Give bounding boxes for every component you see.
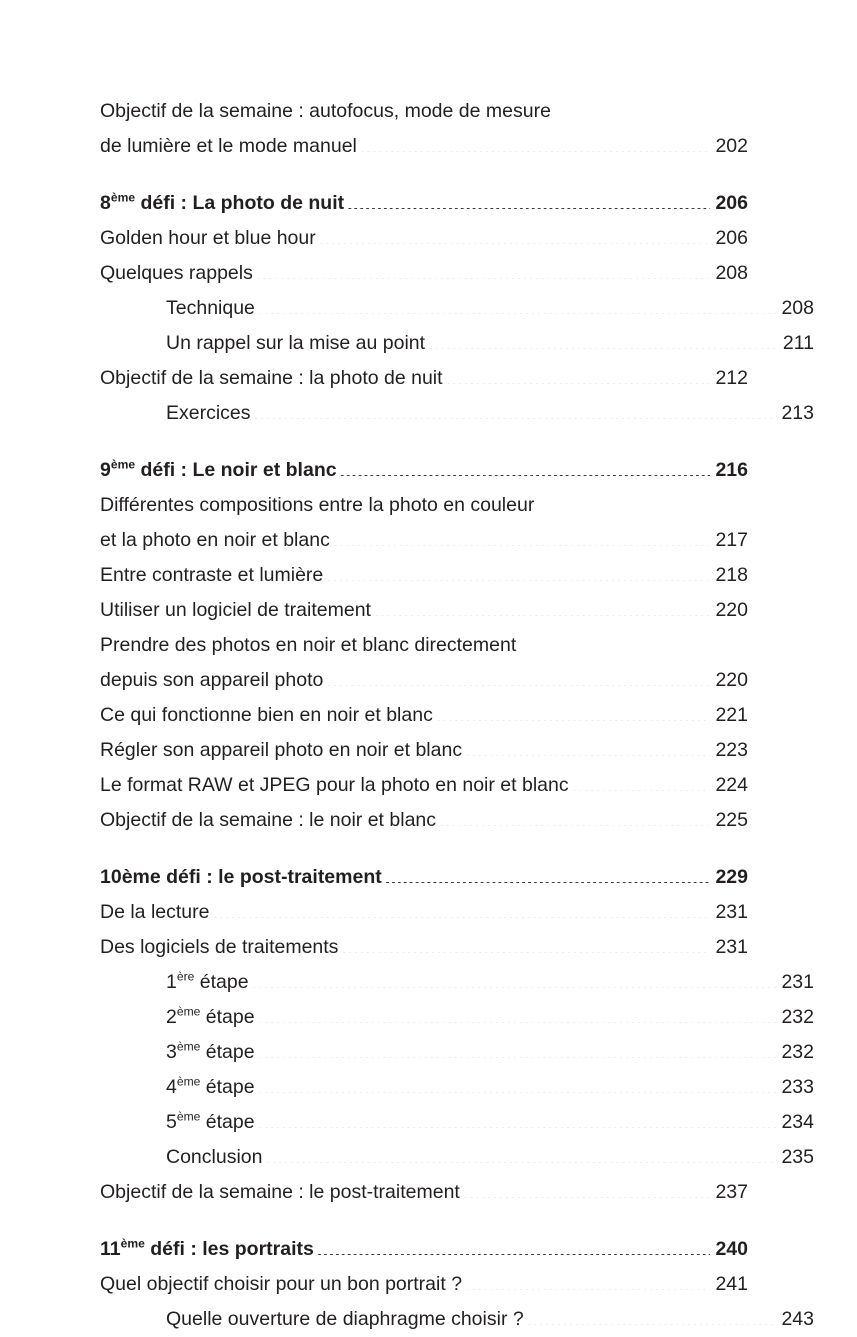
toc-entry[interactable]: [100, 698, 748, 733]
toc-entry[interactable]: [100, 186, 748, 221]
toc-entry-label: Golden hour et blue hour: [100, 227, 316, 249]
dot-leader: [258, 1039, 777, 1059]
toc-entry-page-number: 243: [781, 1308, 814, 1330]
toc-entry-label: Technique: [166, 297, 255, 319]
dot-leader: [258, 1109, 777, 1129]
toc-entry-number: 11: [100, 1238, 121, 1260]
toc-entry[interactable]: [100, 1070, 814, 1105]
dot-leader: [258, 1074, 777, 1094]
toc-section: [100, 186, 814, 431]
dot-leader: [254, 400, 777, 420]
dot-leader: [360, 133, 711, 153]
toc-entry-ordinal-suffix: ère: [176, 969, 195, 984]
toc-entry[interactable]: [100, 1105, 814, 1140]
dot-leader: [212, 899, 710, 919]
toc-entry-label: 10ème défi : le post-traitement: [100, 866, 382, 888]
toc-entry-ordinal-suffix: ème: [120, 1236, 145, 1251]
toc-entry-page-number: 232: [781, 1006, 814, 1028]
toc-entry-label: Conclusion: [166, 1146, 263, 1168]
toc-entry-ordinal-suffix: ème: [176, 1039, 201, 1054]
dot-leader: [572, 772, 711, 792]
toc-entry[interactable]: [100, 1232, 748, 1267]
toc-entry-page-number: 217: [715, 529, 748, 551]
toc-entry-label: de lumière et le mode manuel: [100, 135, 357, 157]
toc-entry-label: Exercices: [166, 402, 251, 424]
toc-entry-page-number: 233: [781, 1076, 814, 1098]
toc-entry[interactable]: [100, 803, 748, 838]
toc-section: [100, 94, 748, 164]
toc-entry-page-number: 208: [715, 262, 748, 284]
toc-entry-label: [166, 1070, 257, 1105]
toc-entry-page-number: 212: [715, 367, 748, 389]
toc-entry[interactable]: [100, 1140, 814, 1175]
toc-entry-wrapped-line: Différentes compositions entre la photo en couleur: [100, 494, 535, 516]
toc-entry[interactable]: [100, 1302, 814, 1337]
toc-entry[interactable]: [100, 1267, 748, 1302]
toc-entry[interactable]: [100, 593, 748, 628]
toc-entry[interactable]: [100, 1000, 814, 1035]
toc-entry[interactable]: [100, 558, 748, 593]
toc-entry-page-number: 241: [715, 1273, 748, 1295]
dot-leader: [436, 702, 711, 722]
toc-entry-page-number: 208: [781, 297, 814, 319]
dot-leader: [326, 667, 710, 687]
toc-entry-title: étape: [200, 1076, 255, 1098]
toc-entry[interactable]: [100, 453, 748, 488]
toc-entry-page-number: 220: [715, 669, 748, 691]
toc-entry-page-number: 223: [715, 739, 748, 761]
dot-leader: [463, 1179, 711, 1199]
toc-entry-page-number: 216: [715, 459, 748, 481]
toc-entry-label: Régler son appareil photo en noir et blanc: [100, 739, 463, 761]
toc-entry[interactable]: [100, 860, 748, 895]
toc-entry[interactable]: [100, 663, 748, 698]
toc-entry-ordinal-suffix: ème: [110, 190, 136, 205]
toc-entry-title: défi : les portraits: [144, 1238, 314, 1260]
toc-entry[interactable]: [100, 291, 814, 326]
toc-section: [100, 453, 748, 838]
toc-entry-label: [100, 186, 346, 221]
toc-entry[interactable]: [100, 523, 748, 558]
toc-entry[interactable]: [100, 768, 748, 803]
toc-entry-label: Un rappel sur la mise au point: [166, 332, 426, 354]
dot-leader: [258, 295, 777, 315]
toc-entry-ordinal-suffix: ème: [176, 1109, 201, 1124]
toc-entry-page-number: 232: [781, 1041, 814, 1063]
toc-entry-label: Quel objectif choisir pour un bon portrait ?: [100, 1273, 463, 1295]
toc-entry-label: [166, 1000, 257, 1035]
dot-leader: [374, 597, 711, 617]
toc-entry[interactable]: [100, 396, 814, 431]
toc-entry-page-number: 237: [715, 1181, 748, 1203]
dot-leader: [347, 190, 710, 210]
toc-entry[interactable]: [100, 221, 748, 256]
toc-entry-page-number: 231: [715, 936, 748, 958]
toc-entry[interactable]: [100, 1035, 814, 1070]
toc-entry-label: [166, 1035, 257, 1070]
toc-entry-label: depuis son appareil photo: [100, 669, 324, 691]
toc-entry[interactable]: [100, 129, 748, 164]
toc-entry-page-number: 235: [781, 1146, 814, 1168]
toc-entry-label: [100, 453, 339, 488]
toc-entry-label: Quelques rappels: [100, 262, 253, 284]
toc-entry[interactable]: [100, 895, 748, 930]
table-of-contents: [100, 94, 814, 1337]
toc-entry-label: Entre contraste et lumière: [100, 564, 324, 586]
toc-entry-wrapped-line: Objectif de la semaine : autofocus, mode de mesure: [100, 100, 551, 122]
toc-entry-number: 4: [166, 1076, 177, 1098]
dot-leader: [340, 457, 711, 477]
toc-entry-label: Utiliser un logiciel de traitement: [100, 599, 371, 621]
toc-entry-wrapped-line: Prendre des photos en noir et blanc directement: [100, 634, 517, 656]
toc-entry-page-number: 220: [715, 599, 748, 621]
toc-entry-title: étape: [200, 1111, 255, 1133]
toc-entry-label: Objectif de la semaine : la photo de nuit: [100, 367, 443, 389]
toc-entry-label: et la photo en noir et blanc: [100, 529, 330, 551]
dot-leader: [465, 1271, 710, 1291]
dot-leader: [465, 737, 710, 757]
toc-entry-number: 9: [100, 459, 111, 481]
toc-entry-number: 2: [166, 1006, 177, 1028]
toc-entry-page-number: 202: [715, 135, 748, 157]
toc-entry-page-number: 234: [781, 1111, 814, 1133]
dot-leader: [428, 330, 778, 350]
toc-entry-ordinal-suffix: ème: [176, 1074, 201, 1089]
toc-entry-label: [100, 1232, 316, 1267]
toc-entry-label: Objectif de la semaine : le noir et blanc: [100, 809, 437, 831]
dot-leader: [317, 1236, 711, 1256]
toc-entry-label: Quelle ouverture de diaphragme choisir ?: [166, 1308, 524, 1330]
toc-entry-page-number: 221: [715, 704, 748, 726]
dot-leader: [527, 1306, 777, 1326]
toc-entry-label: Le format RAW et JPEG pour la photo en noir et blanc: [100, 774, 569, 796]
dot-leader: [439, 807, 710, 827]
toc-entry-label: Ce qui fonctionne bien en noir et blanc: [100, 704, 433, 726]
dot-leader: [326, 562, 710, 582]
toc-entry-label: [166, 1105, 257, 1140]
toc-entry[interactable]: [100, 930, 748, 965]
dot-leader: [446, 365, 711, 385]
dot-leader: [319, 225, 711, 245]
toc-entry-number: 3: [166, 1041, 177, 1063]
toc-entry-title: étape: [200, 1041, 255, 1063]
toc-entry-ordinal-suffix: ème: [176, 1004, 201, 1019]
dot-leader: [333, 527, 711, 547]
toc-entry-page-number: 240: [715, 1238, 748, 1260]
dot-leader: [258, 1004, 777, 1024]
toc-entry-label: De la lecture: [100, 901, 210, 923]
dot-leader: [385, 864, 711, 884]
toc-entry-label: Objectif de la semaine : le post-traitement: [100, 1181, 460, 1203]
toc-entry-page-number: 231: [715, 901, 748, 923]
toc-entry-page-number: 218: [715, 564, 748, 586]
toc-section: [100, 860, 814, 1210]
toc-entry[interactable]: [100, 1175, 748, 1210]
toc-entry-page-number: 231: [781, 971, 814, 993]
toc-entry[interactable]: [100, 326, 814, 361]
toc-entry-page-number: 225: [715, 809, 748, 831]
toc-entry[interactable]: [100, 361, 748, 396]
toc-entry[interactable]: [100, 965, 814, 1000]
toc-entry-number: 8: [100, 192, 111, 214]
toc-entry[interactable]: [100, 733, 748, 768]
toc-section: [100, 1232, 814, 1337]
dot-leader: [341, 934, 710, 954]
toc-entry-title: défi : Le noir et blanc: [135, 459, 337, 481]
toc-entry-page-number: 213: [781, 402, 814, 424]
toc-entry-label: [166, 965, 251, 1000]
toc-entry-ordinal-suffix: ème: [110, 457, 136, 472]
toc-entry-number: 1: [166, 971, 177, 993]
toc-entry[interactable]: [100, 256, 748, 291]
dot-leader: [252, 969, 777, 989]
toc-entry-page-number: 206: [715, 227, 748, 249]
dot-leader: [256, 260, 711, 280]
toc-entry-page-number: 224: [715, 774, 748, 796]
toc-entry-label: Des logiciels de traitements: [100, 936, 339, 958]
toc-entry-page-number: 206: [715, 192, 748, 214]
toc-entry-title: défi : La photo de nuit: [135, 192, 345, 214]
toc-entry-number: 5: [166, 1111, 177, 1133]
toc-entry-page-number: 211: [782, 332, 814, 354]
dot-leader: [265, 1144, 776, 1164]
toc-entry-page-number: 229: [715, 866, 748, 888]
toc-entry-title: étape: [200, 1006, 255, 1028]
toc-entry-title: étape: [194, 971, 249, 993]
